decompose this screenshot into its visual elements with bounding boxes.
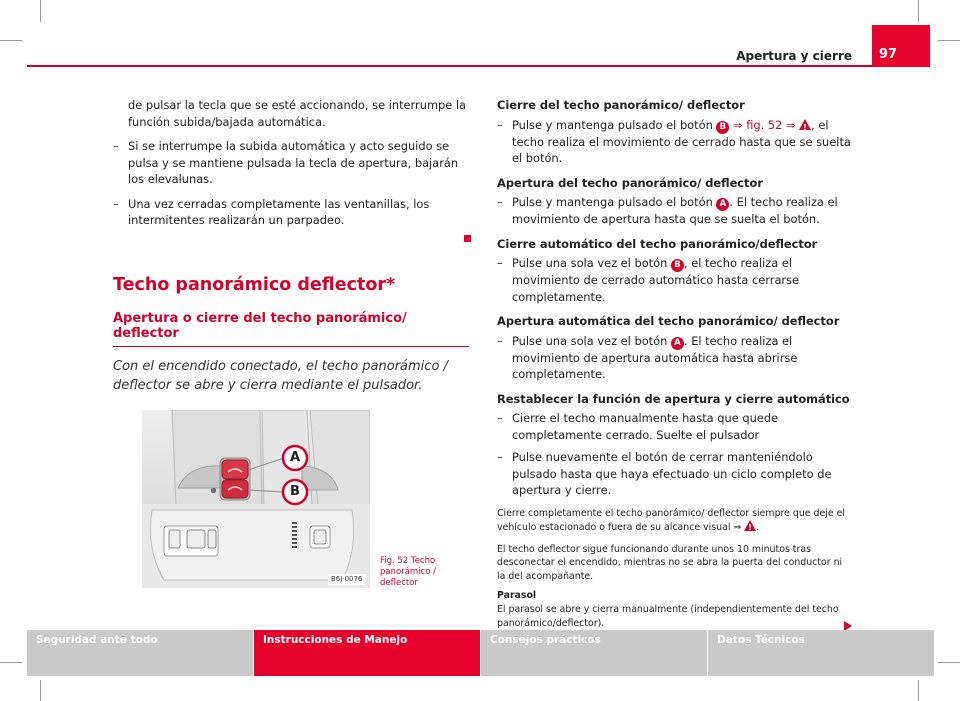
instruction-item: – Pulse una sola vez el botón A . El techo realiza el movimiento de apertura automática hasta abrirse completamente. xyxy=(497,333,852,383)
crop-mark xyxy=(0,40,22,41)
subheading: Cierre del techo panorámico/ deflector xyxy=(497,98,745,112)
tab-seguridad[interactable]: Seguridad ante todo xyxy=(27,630,253,676)
subheading: Restablecer la función de apertura y cierre automático xyxy=(497,391,850,406)
parasol-heading: Parasol xyxy=(497,590,537,601)
instruction-item: – Cierre el techo manualmente hasta que quede completamente cerrado. Suelte el pulsador xyxy=(497,410,852,443)
subheading: Apertura automática del techo panorámico/ deflector xyxy=(497,314,840,328)
tab-datos[interactable]: Datos Técnicos xyxy=(708,630,934,676)
figure xyxy=(113,410,469,588)
button-b-icon: B xyxy=(671,259,684,272)
crop-mark xyxy=(938,662,960,663)
note-paragraph: El techo deflector sigue funcionando durante unos 10 minutos tras desconectar el encendido, mientras no se abra la puerta del conductor ni la del acompañante. xyxy=(497,543,843,582)
right-column xyxy=(497,97,852,630)
note-paragraph: Cierre completamente el techo panorámico/ deflector siempre que deje el vehículo estacionado o fuera de su alcance visual ⇒ !. xyxy=(497,507,852,535)
warning-triangle-icon[interactable] xyxy=(799,119,811,130)
bullet-item: – Si se interrumpe la subida automática y acto seguido se pulsa y se mantiene pulsada la tecla de apertura, bajarán los elevalunas. xyxy=(113,138,469,188)
crop-mark xyxy=(918,680,919,701)
crop-mark xyxy=(0,662,22,663)
figure-code: B6J-0076 xyxy=(331,574,363,583)
callout-label-b: B xyxy=(290,483,300,499)
subsection-heading: Apertura o cierre del techo panorámico/ deflector xyxy=(113,311,469,347)
warning-triangle-icon[interactable] xyxy=(744,520,756,531)
instruction-item: – Pulse nuevamente el botón de cerrar manteniéndolo pulsado hasta que haya efectuado un ciclo completo de apertura y cierre. xyxy=(497,449,852,499)
button-a-icon: A xyxy=(671,337,684,350)
lead-paragraph: Con el encendido conectado, el techo panorámico / deflector se abre y cierra mediante el pulsador. xyxy=(113,358,448,393)
running-header: Apertura y cierre xyxy=(736,49,852,63)
subheading: Cierre automático del techo panorámico/deflector xyxy=(497,236,818,251)
section-end-mark xyxy=(464,235,471,242)
button-b-icon: B xyxy=(716,121,729,134)
roof-control-illustration xyxy=(142,410,370,588)
section-heading: Techo panorámico deflector* xyxy=(113,274,396,295)
instruction-item: – Pulse y mantenga pulsado el botón A . El techo realiza el movimiento de apertura hasta que se suelta el botón. xyxy=(497,194,852,228)
footer-nav xyxy=(27,630,934,676)
button-a-icon: A xyxy=(716,198,729,211)
crop-mark xyxy=(918,0,919,22)
header-rule xyxy=(27,65,930,67)
left-column xyxy=(113,97,469,588)
tab-consejos[interactable]: Consejos prácticos xyxy=(481,630,707,676)
crop-mark xyxy=(40,0,41,22)
instruction-item: – Pulse y mantenga pulsado el botón B ⇒ fig. 52 ⇒ !, el techo realiza el movimiento de cerrado hasta que se suelta el botón. xyxy=(497,117,852,167)
crop-mark xyxy=(40,680,41,701)
tab-instrucciones[interactable]: Instrucciones de Manejo xyxy=(254,630,480,676)
page-number: 97 xyxy=(872,25,930,67)
subheading: Apertura del techo panorámico/ deflector xyxy=(497,175,763,190)
callout-label-a: A xyxy=(289,449,301,465)
figure-caption: Fig. 52 Techo panorámico / deflector xyxy=(380,555,436,588)
parasol-paragraph: El parasol se abre y cierra manualmente (independientemente del techo panorámico/deflector). xyxy=(497,603,852,630)
crop-mark xyxy=(938,40,960,41)
bullet-item: – Una vez cerradas completamente las ventanillas, los intermitentes realizarán un parpadeo. xyxy=(113,196,469,229)
intro-paragraph: de pulsar la tecla que se esté accionando, se interrumpe la función subida/bajada automática. xyxy=(128,98,467,129)
roof-control-figure xyxy=(142,410,370,588)
instruction-item: – Pulse una sola vez el botón B , el techo realiza el movimiento de cerrado automático hasta cerrarse completamente. xyxy=(497,255,852,305)
figure-reference[interactable]: ⇒ fig. 52 ⇒ xyxy=(729,117,800,132)
